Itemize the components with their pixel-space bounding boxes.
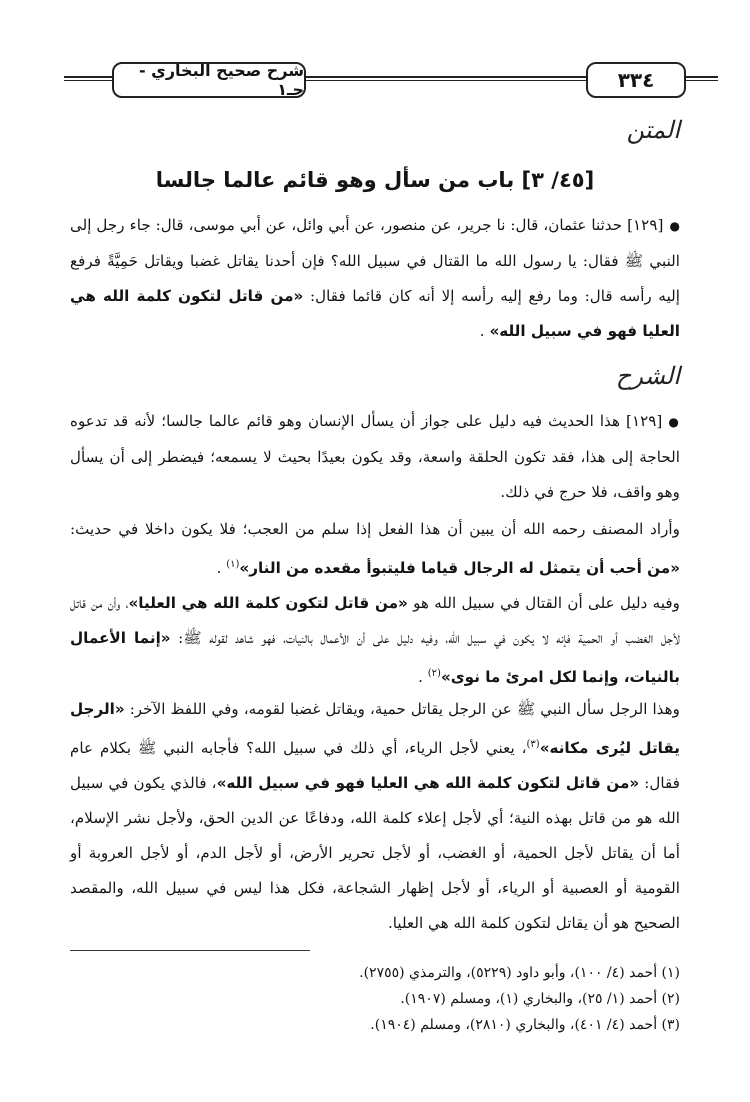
sharh-paragraph-4 [70, 692, 680, 941]
hadith-body: [١٢٩] حدثنا عثمان، قال: نا جرير، عن منصور، عن أبي وائل، عن أبي موسى، قال: جاء رجل إلى النبي ﷺ فقال: يا رسول الله ما القتال في سبيل الله؟ فإن أحدنا يقاتل غضبا ويقاتل حَمِيَّةً فرفع إليه رأسه قال: وما رفع إليه رأسه إلا أنه كان قائما فقال: [70, 216, 681, 305]
p4-quote-2: «من قاتل لتكون كلمة الله هي العليا فهو في سبيل الله» [216, 774, 640, 793]
running-title: شرح صحيح البخاري - جـ١ [112, 62, 306, 98]
footnote-ref-1: (١) [226, 559, 240, 570]
p2-quote: «من أحب أن يتمثل له الرجال قياما فليتبوأ مقعده من النار» [239, 559, 680, 578]
footnote-1: (١) أحمد (٤/ ١٠٠)، وأبو داود (٥٢٢٩)، والترمذي (٢٧٥٥). [359, 965, 680, 981]
p3-quote-2: «إنما الأعمال بالنيات، وإنما لكل امرئ ما نوى» [70, 629, 680, 687]
p3-quote-1: «من قاتل لتكون كلمة الله هي العليا» [128, 594, 408, 612]
sharh-paragraph-2: وأراد المصنف رحمه الله أن يبين أن هذا الفعل إذا سلم من العجب؛ فلا يكون داخلا في حديث: «من أحب أن يتمثل له الرجال قياما فليتبوأ مقعده من النار»$^{(١)}$ . [70, 520, 680, 578]
p3-text-1: وفيه دليل على أن القتال في سبيل الله هو [413, 594, 681, 612]
chapter-title: [٤٥/ ٣] باب من سأل وهو قائم عالما جالسا [155, 168, 595, 192]
p4-text-1: وهذا الرجل سأل النبي ﷺ عن الرجل يقاتل حمية، ويقاتل غضبا لقومه، وفي اللفظ الآخر: [129, 700, 680, 718]
sharh-paragraph-3: وفيه دليل على أن القتال في سبيل الله هو «من قاتل لتكون كلمة الله هي العليا»، وأن من قاتل لأجل الغضب أو الحمية فإنه لا يكون في سبيل الله، وفيه دليل على أن الأعمال بالنيات، فهو شاهد لقوله ﷺ: «إنما الأعمال بالنيات، وإنما لكل امرئ ما نوى»$^{(٢)}$ . [70, 594, 681, 687]
hadith-end: . [479, 322, 485, 340]
p3-text-2: ، وأن من قاتل لأجل الغضب أو الحمية فإنه لا يكون في سبيل الله، وفيه دليل على أن الأعمال بالنيات، فهو شاهد لقوله ﷺ: [70, 594, 681, 647]
matn-label: المتن [626, 116, 680, 144]
footnotes [70, 960, 680, 1038]
sharh-label: الشرح [615, 362, 680, 390]
footnote-separator [70, 950, 310, 951]
footnote-3: (٣) أحمد (٤/ ٤٠١)، والبخاري (٢٨١٠)، ومسلم (١٩٠٤). [370, 1017, 680, 1033]
footnote-ref-3: (٣) [526, 739, 540, 750]
hadith-quote: «من قاتل لتكون كلمة الله هي العليا فهو في سبيل الله» [70, 287, 680, 340]
p4-text-3: ، فالذي يكون في سبيل الله هو من قاتل بهذه النية؛ أي لأجل إعلاء كلمة الله، ودفاعًا عن الدين الحق، ولأجل نشر الإسلام، أما أن يقاتل لأجل الحمية، أو الغضب، أو لأجل تحرير الأرض، أو لأجل الدم، أو لأجل العروبة أو القومية أو العصبية أو الرياء، أو لأجل إظهار الشجاعة، فكل هذا ليس في سبيل الله، والمقصد الصحيح هو أن يقاتل لتكون كلمة الله هي العليا. [70, 774, 680, 933]
hadith-text [70, 208, 680, 349]
footnote-2: (٢) أحمد (١/ ٢٥)، والبخاري (١)، ومسلم (١٩٠٧). [400, 991, 680, 1007]
page-number: ٣٣٤ [586, 62, 686, 98]
p4-text-2: ، يعني لأجل الرياء، أي ذلك في سبيل الله؟ فأجابه النبي ﷺ بكلام عام فقال: [70, 739, 680, 793]
sharh-paragraph-1: ● [١٢٩] هذا الحديث فيه دليل على جواز أن يسأل الإنسان وهو قائم عالما جالسا؛ لأنه قد تدعوه الحاجة إلى هذا، فقد تكون الحلقة واسعة، وقد يكون بعيدًا بحيث لا يسمعه؛ فيضطر إلى أن يسأل وهو واقف، فلا حرج في ذلك. [70, 404, 680, 510]
p2-text: وأراد المصنف رحمه الله أن يبين أن هذا الفعل إذا سلم من العجب؛ فلا يكون داخلا في حديث: [70, 520, 680, 538]
p4-quote-1: «الرجل يقاتل ليُرى مكانه» [70, 700, 680, 758]
footnote-ref-2: (٢) [427, 668, 441, 679]
